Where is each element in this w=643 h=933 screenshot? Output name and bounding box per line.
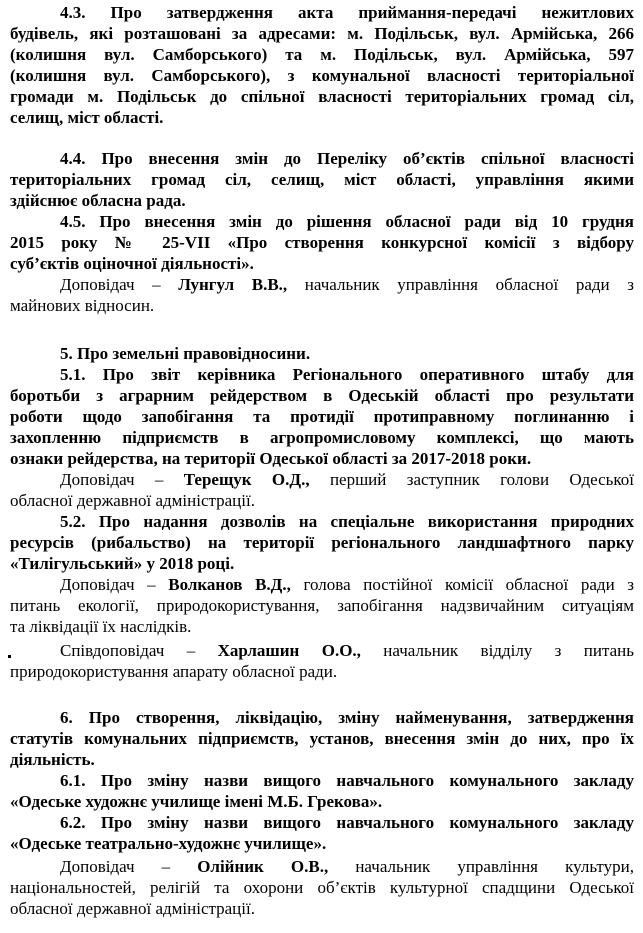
speaker-name: Волканов В.Д., bbox=[168, 575, 291, 594]
speaker-line bbox=[10, 469, 634, 490]
text-line: «Одеське художнє училище імені М.Б. Грекова». bbox=[10, 792, 383, 811]
text-line: захопленню підприємств в агропромисловому комплексі, що мають bbox=[10, 428, 634, 447]
text-line: здійснює обласна рада. bbox=[10, 191, 186, 210]
text-line: громади м. Подільськ до спільної власності територіальних громад сіл, bbox=[10, 87, 634, 106]
speaker-role: Доповідач – bbox=[60, 275, 179, 294]
speaker-position: начальник управління обласної ради з bbox=[287, 275, 634, 294]
text-line: будівель, які розташовані за адресами: м. Подільськ, вул. Армійська, 266 bbox=[10, 24, 634, 43]
text-line: роботи щодо запобігання та протидії протиправному поглинанню і bbox=[10, 407, 634, 426]
text-line: 6.2. Про зміну назви вищого навчального комунального закладу bbox=[60, 813, 634, 832]
agenda-item-4-5 bbox=[10, 211, 634, 274]
text-line: суб’єктів оціночної діяльності». bbox=[10, 254, 254, 273]
speaker-position: перший заступник голови Одеської bbox=[309, 470, 634, 489]
agenda-item-5-1 bbox=[10, 364, 634, 469]
text-line: 5.1. Про звіт керівника Регіонального оперативного штабу для bbox=[60, 365, 634, 384]
agenda-item-5-2 bbox=[10, 511, 634, 574]
text-line: національностей, релігій та охорони об’єктів культурної спадщини Одеської bbox=[10, 878, 634, 897]
text-line: «Одеське театрально-художнє училище». bbox=[10, 834, 327, 853]
speaker-position: голова постійної комісії обласної ради з bbox=[290, 575, 634, 594]
text-line: статутів комунальних підприємств, установ, внесення змін до них, про їх bbox=[10, 729, 634, 748]
speaker-name: Лунгул В.В., bbox=[178, 275, 288, 294]
text-line: діяльність. bbox=[10, 750, 95, 769]
text-line: територіальних громад сіл, селищ, міст області, управління якими bbox=[10, 170, 634, 189]
speaker-name: Харлашин О.О., bbox=[217, 641, 361, 660]
cospeaker-5-2 bbox=[10, 640, 634, 682]
text-line: 6.1. Про зміну назви вищого навчального комунального закладу bbox=[60, 771, 634, 790]
speaker-role: Доповідач – bbox=[60, 857, 198, 876]
text-line: 5.2. Про надання дозволів на спеціальне використання природних bbox=[60, 512, 634, 531]
text-line: майнових відносин. bbox=[10, 296, 155, 315]
speaker-5-1 bbox=[10, 469, 634, 511]
text-line: (колишня вул. Самборського) та м. Подільськ, вул. Армійська, 597 bbox=[10, 45, 634, 64]
text-line: питань екології, природокористування, запобігання надзвичайним ситуаціям bbox=[10, 596, 634, 615]
speaker-role: Співдоповідач – bbox=[60, 641, 218, 660]
speaker-5-2 bbox=[10, 574, 634, 637]
speaker-position: начальник відділу з питань bbox=[360, 641, 634, 660]
text-line: (колишня вул. Самборського), з комунальної власності територіальної bbox=[10, 66, 634, 85]
speaker-6 bbox=[10, 856, 634, 919]
speaker-role: Доповідач – bbox=[60, 575, 169, 594]
text-line: селищ, міст області. bbox=[10, 108, 164, 127]
speaker-line bbox=[10, 856, 634, 877]
text-line: та ліквідації їх наслідків. bbox=[10, 617, 192, 636]
text-line: ознаки рейдерства, на території Одеської області за 2017-2018 роки. bbox=[10, 449, 532, 468]
agenda-item-4-3 bbox=[10, 2, 634, 128]
text-line: боротьби з аграрним рейдерством в Одеській області про результати bbox=[10, 386, 634, 405]
speaker-role: Доповідач – bbox=[60, 470, 184, 489]
agenda-item-6-1 bbox=[10, 770, 634, 812]
speaker-4 bbox=[10, 274, 634, 316]
text-line: природокористування апарату обласної ради. bbox=[10, 662, 338, 681]
section-6-heading bbox=[10, 707, 634, 770]
speaker-line bbox=[10, 574, 634, 595]
text-line: 4.4. Про внесення змін до Переліку об’єктів спільної власності bbox=[60, 149, 634, 168]
text-line: 5. Про земельні правовідносини. bbox=[60, 344, 311, 363]
speaker-position: начальник управління культури, bbox=[328, 857, 634, 876]
agenda-item-6-2 bbox=[10, 812, 634, 854]
speaker-line bbox=[10, 640, 634, 661]
text-line: 4.5. Про внесення змін до рішення обласної ради від 10 грудня bbox=[60, 212, 634, 231]
speaker-line bbox=[10, 274, 634, 295]
speaker-name: Олійник О.В., bbox=[197, 857, 329, 876]
text-line: 2015 року № 25-VII «Про створення конкурсної комісії з відбору bbox=[10, 233, 634, 252]
text-line: обласної державної адміністрації. bbox=[10, 491, 255, 510]
section-5-heading bbox=[10, 343, 634, 364]
text-line: ресурсів (рибальство) на території регіонального ландшафтного парку bbox=[10, 533, 634, 552]
agenda-item-4-4 bbox=[10, 148, 634, 211]
text-line: обласної державної адміністрації. bbox=[10, 899, 255, 918]
speaker-name: Терещук О.Д., bbox=[183, 470, 310, 489]
text-line: 6. Про створення, ліквідацію, зміну найменування, затвердження bbox=[60, 708, 634, 727]
text-line: 4.3. Про затвердження акта приймання-передачі нежитлових bbox=[60, 3, 634, 22]
text-line: «Тилігульський» у 2018 році. bbox=[10, 554, 235, 573]
